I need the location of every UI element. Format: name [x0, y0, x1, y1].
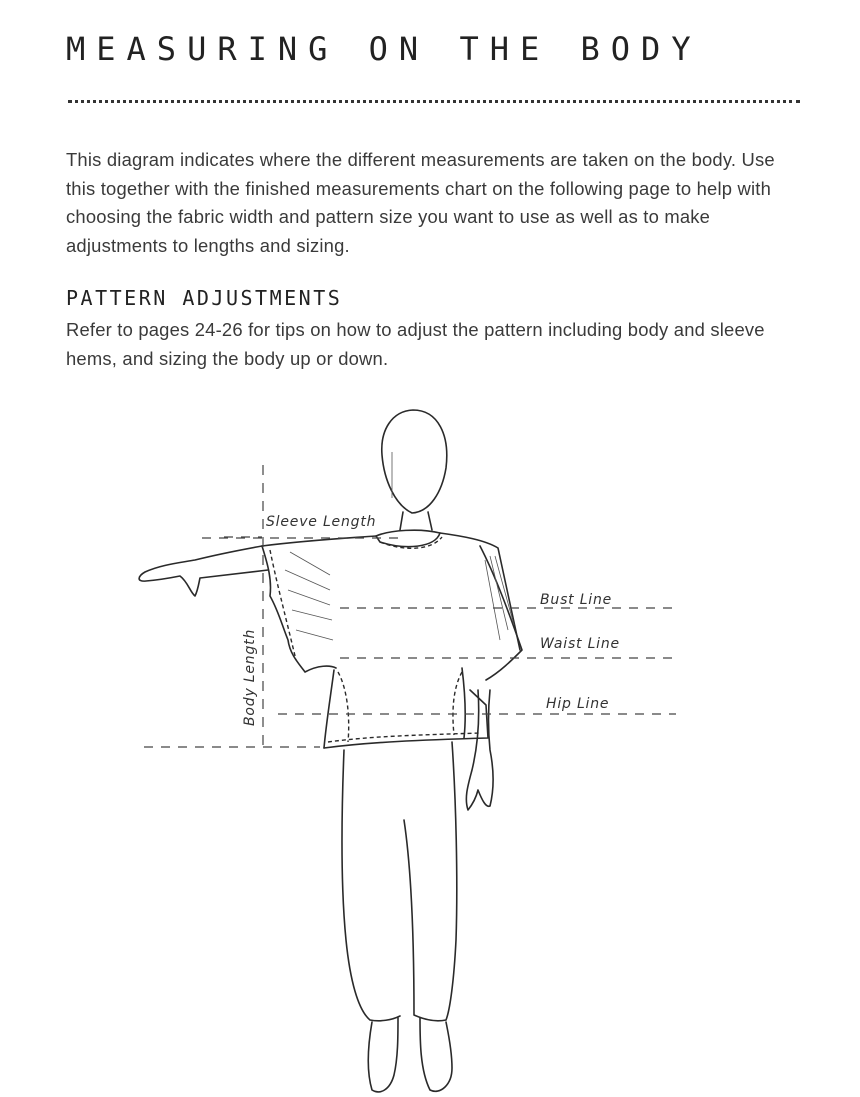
body-sketch	[0, 380, 860, 1097]
section-heading: PATTERN ADJUSTMENTS	[66, 286, 343, 310]
extended-arm	[139, 546, 268, 596]
head	[382, 410, 447, 513]
hanging-arm	[466, 690, 493, 810]
section-paragraph: Refer to pages 24-26 for tips on how to adjust the pattern including body and sleeve hems, and sizing the body up or down.	[66, 319, 765, 369]
bust-line-label: Bust Line	[540, 592, 613, 608]
dotted-divider	[68, 100, 800, 103]
top-body	[262, 533, 520, 748]
body-measurement-diagram	[0, 380, 860, 1097]
sleeve-length-label: Sleeve Length	[266, 514, 377, 530]
waist-line-label: Waist Line	[540, 636, 620, 652]
body-length-label: Body Length	[242, 628, 258, 726]
right-foot	[420, 1018, 452, 1091]
hip-line-label: Hip Line	[546, 696, 610, 712]
intro-paragraph: This diagram indicates where the different measurements are taken on the body. Use this together with the finished measurements chart on the following page to help with choosing the fabric width and pattern size you want to use as well as to make adjustments to lengths and sizing.	[66, 149, 775, 256]
neckline	[376, 530, 440, 546]
left-foot	[368, 1018, 398, 1092]
page-title: MEASURING ON THE BODY	[66, 30, 702, 68]
neck	[400, 512, 432, 530]
trousers	[342, 742, 457, 1021]
